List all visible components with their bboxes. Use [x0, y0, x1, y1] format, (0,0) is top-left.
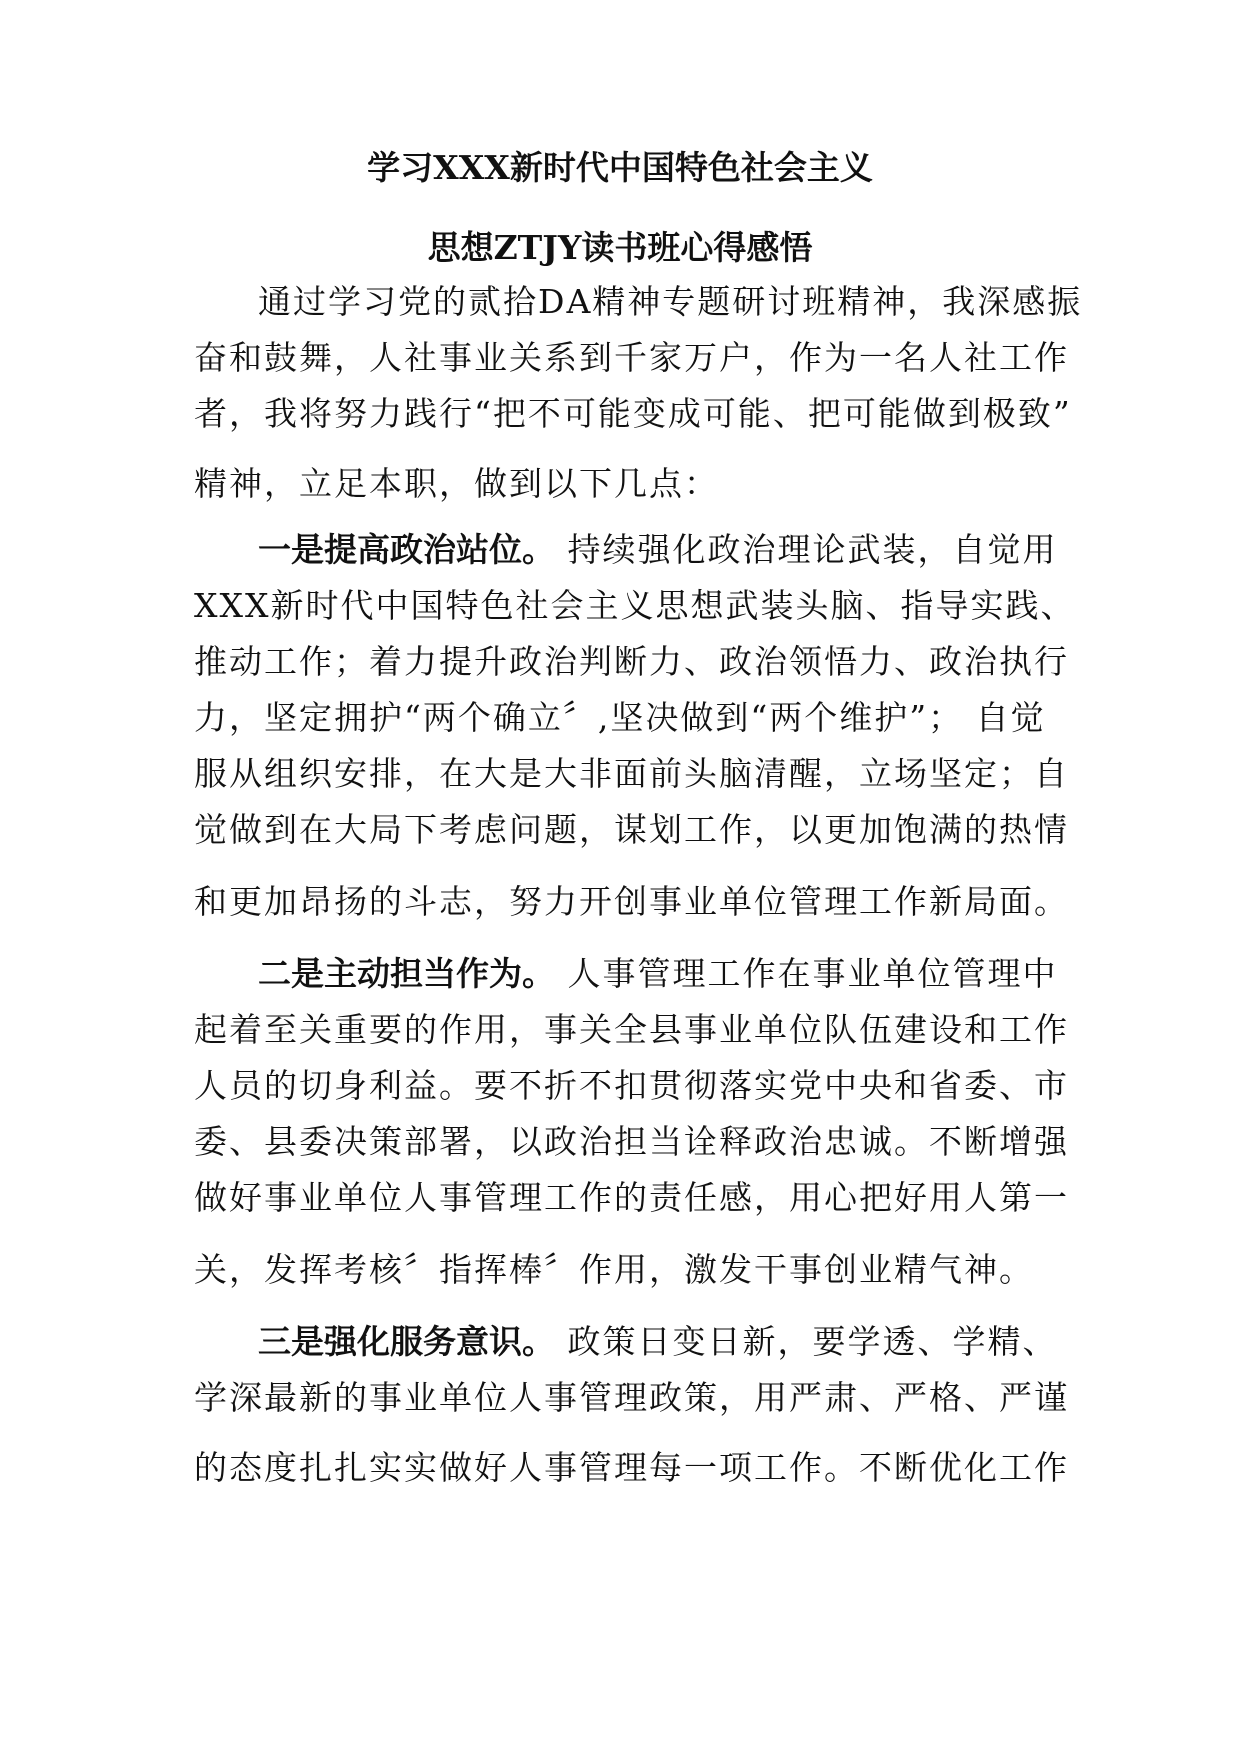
document-title-line-2: 思想ZTJY读书班心得感悟 — [427, 228, 813, 267]
section-2-first-line — [258, 948, 1058, 995]
section-3-first-line — [258, 1316, 1058, 1363]
intro-line-4: 精神，立足本职，做到以下几点： — [194, 464, 719, 503]
section-1-first-line-text: 持续强化政治理论武装，自觉用 — [555, 530, 1058, 569]
document-title-line-1: 学习XXX新时代中国特色社会主义 — [367, 148, 873, 187]
intro-line-2: 奋和鼓舞，人社事业关系到千家万户，作为一名人社工作 — [194, 338, 1069, 377]
section-1-line-7: 和更加昂扬的斗志，努力开创事业单位管理工作新局面。 — [194, 882, 1069, 921]
section-1-line-4: 力，坚定拥护“两个确立〞,坚决做到“两个维护”； 自觉 — [194, 698, 1046, 737]
section-2-first-line-text: 人事管理工作在事业单位管理中 — [555, 954, 1058, 993]
section-3-line-2: 学深最新的事业单位人事管理政策，用严肃、严格、严谨 — [194, 1378, 1069, 1417]
section-1-first-line — [258, 524, 1058, 571]
section-3-line-3: 的态度扎扎实实做好人事管理每一项工作。不断优化工作 — [194, 1448, 1069, 1487]
intro-line-1: 通过学习党的贰拾DA精神专题研讨班精神，我深感振 — [258, 282, 1083, 321]
section-2-line-4: 委、县委决策部署，以政治担当诠释政治忠诚。不断增强 — [194, 1122, 1069, 1161]
section-1-line-6: 觉做到在大局下考虑问题，谋划工作，以更加饱满的热情 — [194, 810, 1069, 849]
section-3-heading: 三是强化服务意识。 — [258, 1322, 555, 1361]
section-1-line-2: XXX新时代中国特色社会主义思想武装头脑、指导实践、 — [194, 586, 1076, 625]
section-2-line-5: 做好事业单位人事管理工作的责任感，用心把好用人第一 — [194, 1178, 1069, 1217]
section-2-heading: 二是主动担当作为。 — [258, 954, 555, 993]
section-3-first-line-text: 政策日变日新，要学透、学精、 — [555, 1322, 1058, 1361]
section-1-line-3: 推动工作；着力提升政治判断力、政治领悟力、政治执行 — [194, 642, 1069, 681]
section-1-line-5: 服从组织安排，在大是大非面前头脑清醒，立场坚定；自 — [194, 754, 1069, 793]
section-2-line-2: 起着至关重要的作用，事关全县事业单位队伍建设和工作 — [194, 1010, 1069, 1049]
intro-line-3: 者，我将努力践行“把不可能变成可能、把可能做到极致” — [194, 394, 1072, 433]
section-2-line-3: 人员的切身利益。要不折不扣贯彻落实党中央和省委、市 — [194, 1066, 1069, 1105]
section-1-heading: 一是提高政治站位。 — [258, 530, 555, 569]
section-2-line-6: 关，发挥考核〞指挥棒〞作用，激发干事创业精气神。 — [194, 1250, 1034, 1289]
